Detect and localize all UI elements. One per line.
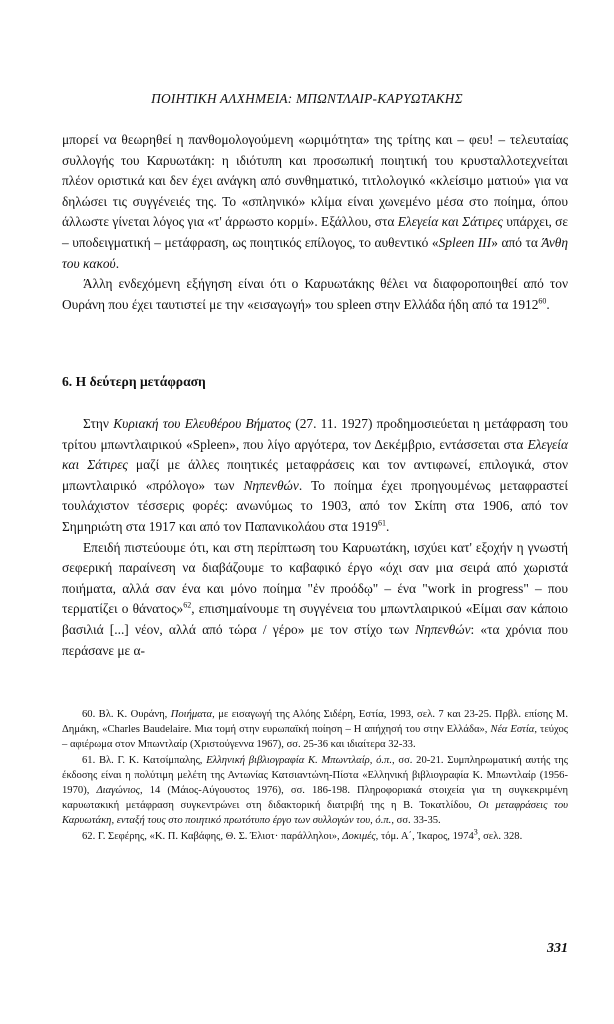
paragraph-3: Στην Κυριακή του Ελευθέρου Βήματος (27. 11. 1927) προδημοσιεύεται η μετάφραση του τρίτου μπωντλαιρικού «Spleen», που λίγο αργότερα, τον Δεκέμβριο, εντάσσεται στα Ελεγεία και Σάτιρες μαζί με άλλες ποιητικές μεταφράσεις και τον αντιφωνεί, επιλογικά, στον μπωντλαιρικό «πρόλογο» των Νηπενθών. Το ποίημα έχει προηγουμένως μεταφραστεί τουλάχιστον τέσσερις φορές: ανωνύμως το 1903, από τον Σκίπη στα 1906, από τον Σημηριώτη στα 1917 και από τον Παπανικολάου στα 1919$^{61}$. — [62, 416, 569, 534]
section-heading: 6. Η δεύτερη μετάφραση — [62, 374, 206, 389]
paragraph-2: Άλλη ενδεχόμενη εξήγηση είναι ότι ο Καρυωτάκης θέλει να διαφοροποιηθεί από τον Ουράνη που έχει ταυτιστεί με την «εισαγωγή» του spleen στην Ελλάδα ήδη από τα 1912$^{60}$. — [62, 276, 568, 312]
page-number: 331 — [547, 941, 568, 956]
footnote-62: 62. Γ. Σεφέρης, «Κ. Π. Καβάφης, Θ. Σ. Έλιοτ· παράλληλοι», Δοκιμές, τόμ. Α΄, Ίκαρος, 1974$^3$, σελ. 328. — [82, 827, 523, 842]
body-text-bottom — [62, 414, 568, 661]
footnotes — [62, 707, 568, 844]
paragraph-1: μπορεί να θεωρηθεί η πανθομολογούμενη «ωριμότητα» της τρίτης και – φευ! – τελευταίας συλλογής του Καρυωτάκη: η ιδιότυπη και προσωπική ποιητική του κρυσταλλοτεχνείται πλέον οριστικά και δεν έχει ανάγκη από συνθηματικό, τιτλολογικό «κλείσιμο ματιού» για να δηλώσει τις συγγένειές της. Το «σπληνικό» κλίμα είναι χωνεμένο μέσα στο ποίημα, όπου άλλωστε γίνεται λόγος για «τ' άρρωστο κορμί». Εξάλλου, στα Ελεγεία και Σάτιρες υπάρχει, σε – υποδειγματική – μετάφραση, ως ποιητικός επίλογος, το αυθεντικό «Spleen III» από τα Άνθη του κακού. — [62, 132, 569, 271]
body-text-top — [62, 130, 568, 315]
footnote-ref-62: 62 — [183, 600, 192, 610]
paragraph-4: Επειδή πιστεύουμε ότι, και στη περίπτωση του Καρυωτάκη, ισχύει κατ' εξοχήν η γνωστή σεφερική παραίνεση να διαβάζουμε το καβαφικό έργο «όχι σαν μια σειρά από χωριστά ποιήματα, αλλά σαν ένα και μόνο ποίημα "ἐν προόδῳ" – ένα "work in progress" – που τερματίζει ο θάνατος»$^{62}$, επισημαίνουμε τη συγγένεια του μπωντλαιρικού «Είμαι σαν κάποιο βασιλιά [...] νέον, αλλά από τώρα / γέρο» με τον στίχο των Νηπενθών: «τα χρόνια που περάσανε με α- — [62, 539, 568, 658]
footnote-ref-61: 61 — [378, 518, 386, 528]
footnote-61: 61. Βλ. Γ. Κ. Κατσίμπαλης, Ελληνική βιβλιογραφία Κ. Μπωντλαίρ, ό.π., σσ. 20-21. Συμπληρωματική αυτής της έκδοσης είναι η πολύτιμη μελέτη της Αντωνίας Κατσιαντώνη-Πίστα «Ελληνική βιβλιογραφία Κ. Μπωντλαίρ (1956-1970), Διαγώνιος, 14 (Μάιος-Αύγουστος 1976), σσ. 186-198. Πληροφοριακά στοιχεία για τη συγκεκριμένη καρυωτακική μετάφραση συγκεντρώνει στη διδακτορική διατριβή της η Β. Τοκατλίδου, Οι μεταφράσεις του Καρυωτάκη, ενταξή τους στο ποιητικό πρωτότυπο έργο των συλλογών του, ό.π., σσ. 33-35. — [62, 754, 569, 827]
footnote-60: 60. Βλ. Κ. Ουράνη, Ποιήματα, με εισαγωγή της Αλόης Σιδέρη, Εστία, 1993, σελ. 7 και 23-25. Πρβλ. επίσης Μ. Δημάκη, «Charles Baudelaire. Μια τομή στην ευρωπαϊκή ποίηση – Η απήχησή του στην Ελλάδα», Νέα Εστία, τεύχος – αφιέρωμα στον Μπωντλαίρ (Χριστούγεννα 1967), σσ. 25-36 και ιδιαίτερα 32-33. — [62, 709, 569, 751]
footnote-ref-60: 60 — [538, 296, 547, 306]
running-head: ΠΟΙΗΤΙΚΗ ΑΛΧΗΜΕΙΑ: ΜΠΩΝΤΛΑΙΡ-ΚΑΡΥΩΤΑΚΗΣ — [151, 91, 463, 106]
